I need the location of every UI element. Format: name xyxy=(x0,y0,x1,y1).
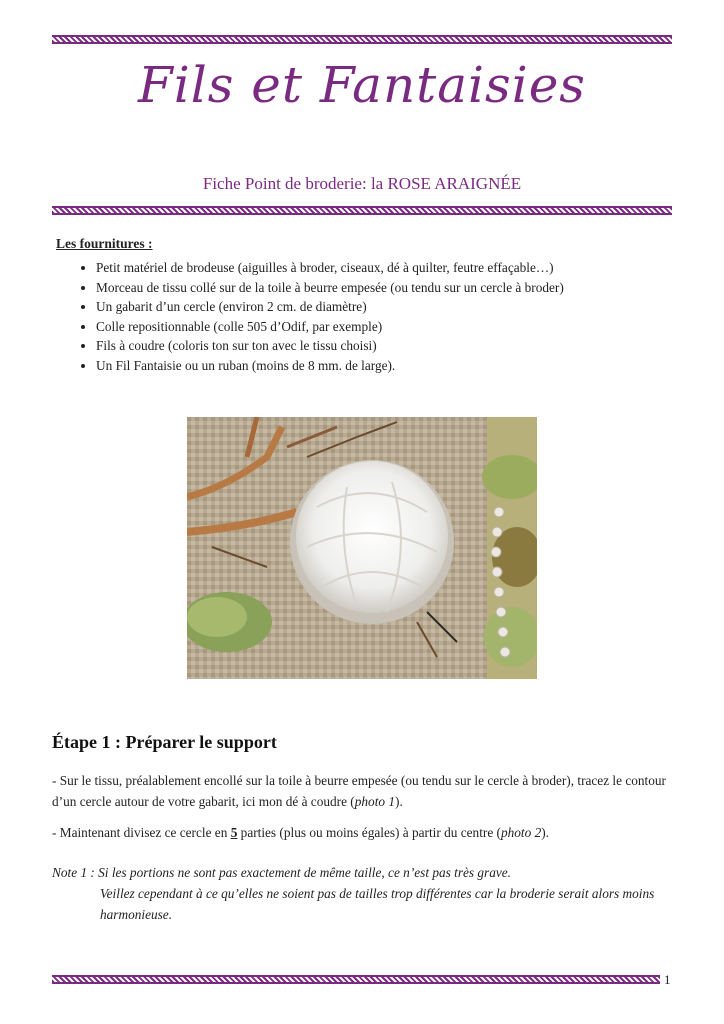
paragraph-text: ). xyxy=(541,825,550,840)
step-1-title: Étape 1 : Préparer le support xyxy=(52,732,277,752)
paragraph-text: parties (plus ou moins égales) à partir du centre ( xyxy=(237,825,501,840)
supply-item: • Un gabarit d’un cercle (environ 2 cm. de diamètre) xyxy=(96,297,696,317)
step-1-paragraph-1 xyxy=(52,770,674,812)
supply-item: • Fils à coudre (coloris ton sur ton avec le tissu choisi) xyxy=(96,336,696,356)
footer-decorative-band xyxy=(52,975,660,984)
paragraph-text: ). xyxy=(395,794,403,809)
step-1-note xyxy=(52,862,674,925)
supplies-heading: Les fournitures : xyxy=(56,236,153,251)
embroidery-photo-illustration xyxy=(187,417,537,679)
subtitle-decorative-band xyxy=(52,206,672,215)
top-decorative-band xyxy=(52,35,672,44)
brand-logo: Fils et Fantaisies xyxy=(138,56,586,114)
paragraph-text: - Sur le tissu, préalablement encollé sur la toile à beurre empesée (ou tendu sur le cercle à broder), tracez le contour d’un cercle autour de votre gabarit, ici mon dé à coudre ( xyxy=(52,773,666,809)
supply-item: • Morceau de tissu collé sur de la toile à beurre empesée (ou tendu sur un cercle à broder) xyxy=(96,278,696,298)
supplies-list xyxy=(78,258,696,375)
page-subtitle: Fiche Point de broderie: la ROSE ARAIGNÉE xyxy=(202,174,522,193)
page-number: 1 xyxy=(664,972,671,987)
supply-item: • Un Fil Fantaisie ou un ruban (moins de 8 mm. de large). xyxy=(96,356,696,376)
paragraph-text: - Maintenant divisez ce cercle en xyxy=(52,825,231,840)
photo-reference: photo 1 xyxy=(354,794,396,809)
supply-item: • Petit matériel de brodeuse (aiguilles à broder, ciseaux, dé à quilter, feutre effaçable…) xyxy=(96,258,696,278)
note-line: Note 1 : Si les portions ne sont pas exactement de même taille, ce n’est pas très grave. xyxy=(52,865,512,880)
parts-count: 5 xyxy=(230,825,238,840)
photo-reference: photo 2 xyxy=(500,825,542,840)
supply-item: • Colle repositionnable (colle 505 d’Odif, par exemple) xyxy=(96,317,696,337)
embroidery-photo xyxy=(187,417,537,679)
step-1-paragraph-2 xyxy=(52,822,674,843)
note-line: Veillez cependant à ce qu’elles ne soient pas de tailles trop différentes car la broderie serait alors moins harmonieuse. xyxy=(100,886,655,922)
